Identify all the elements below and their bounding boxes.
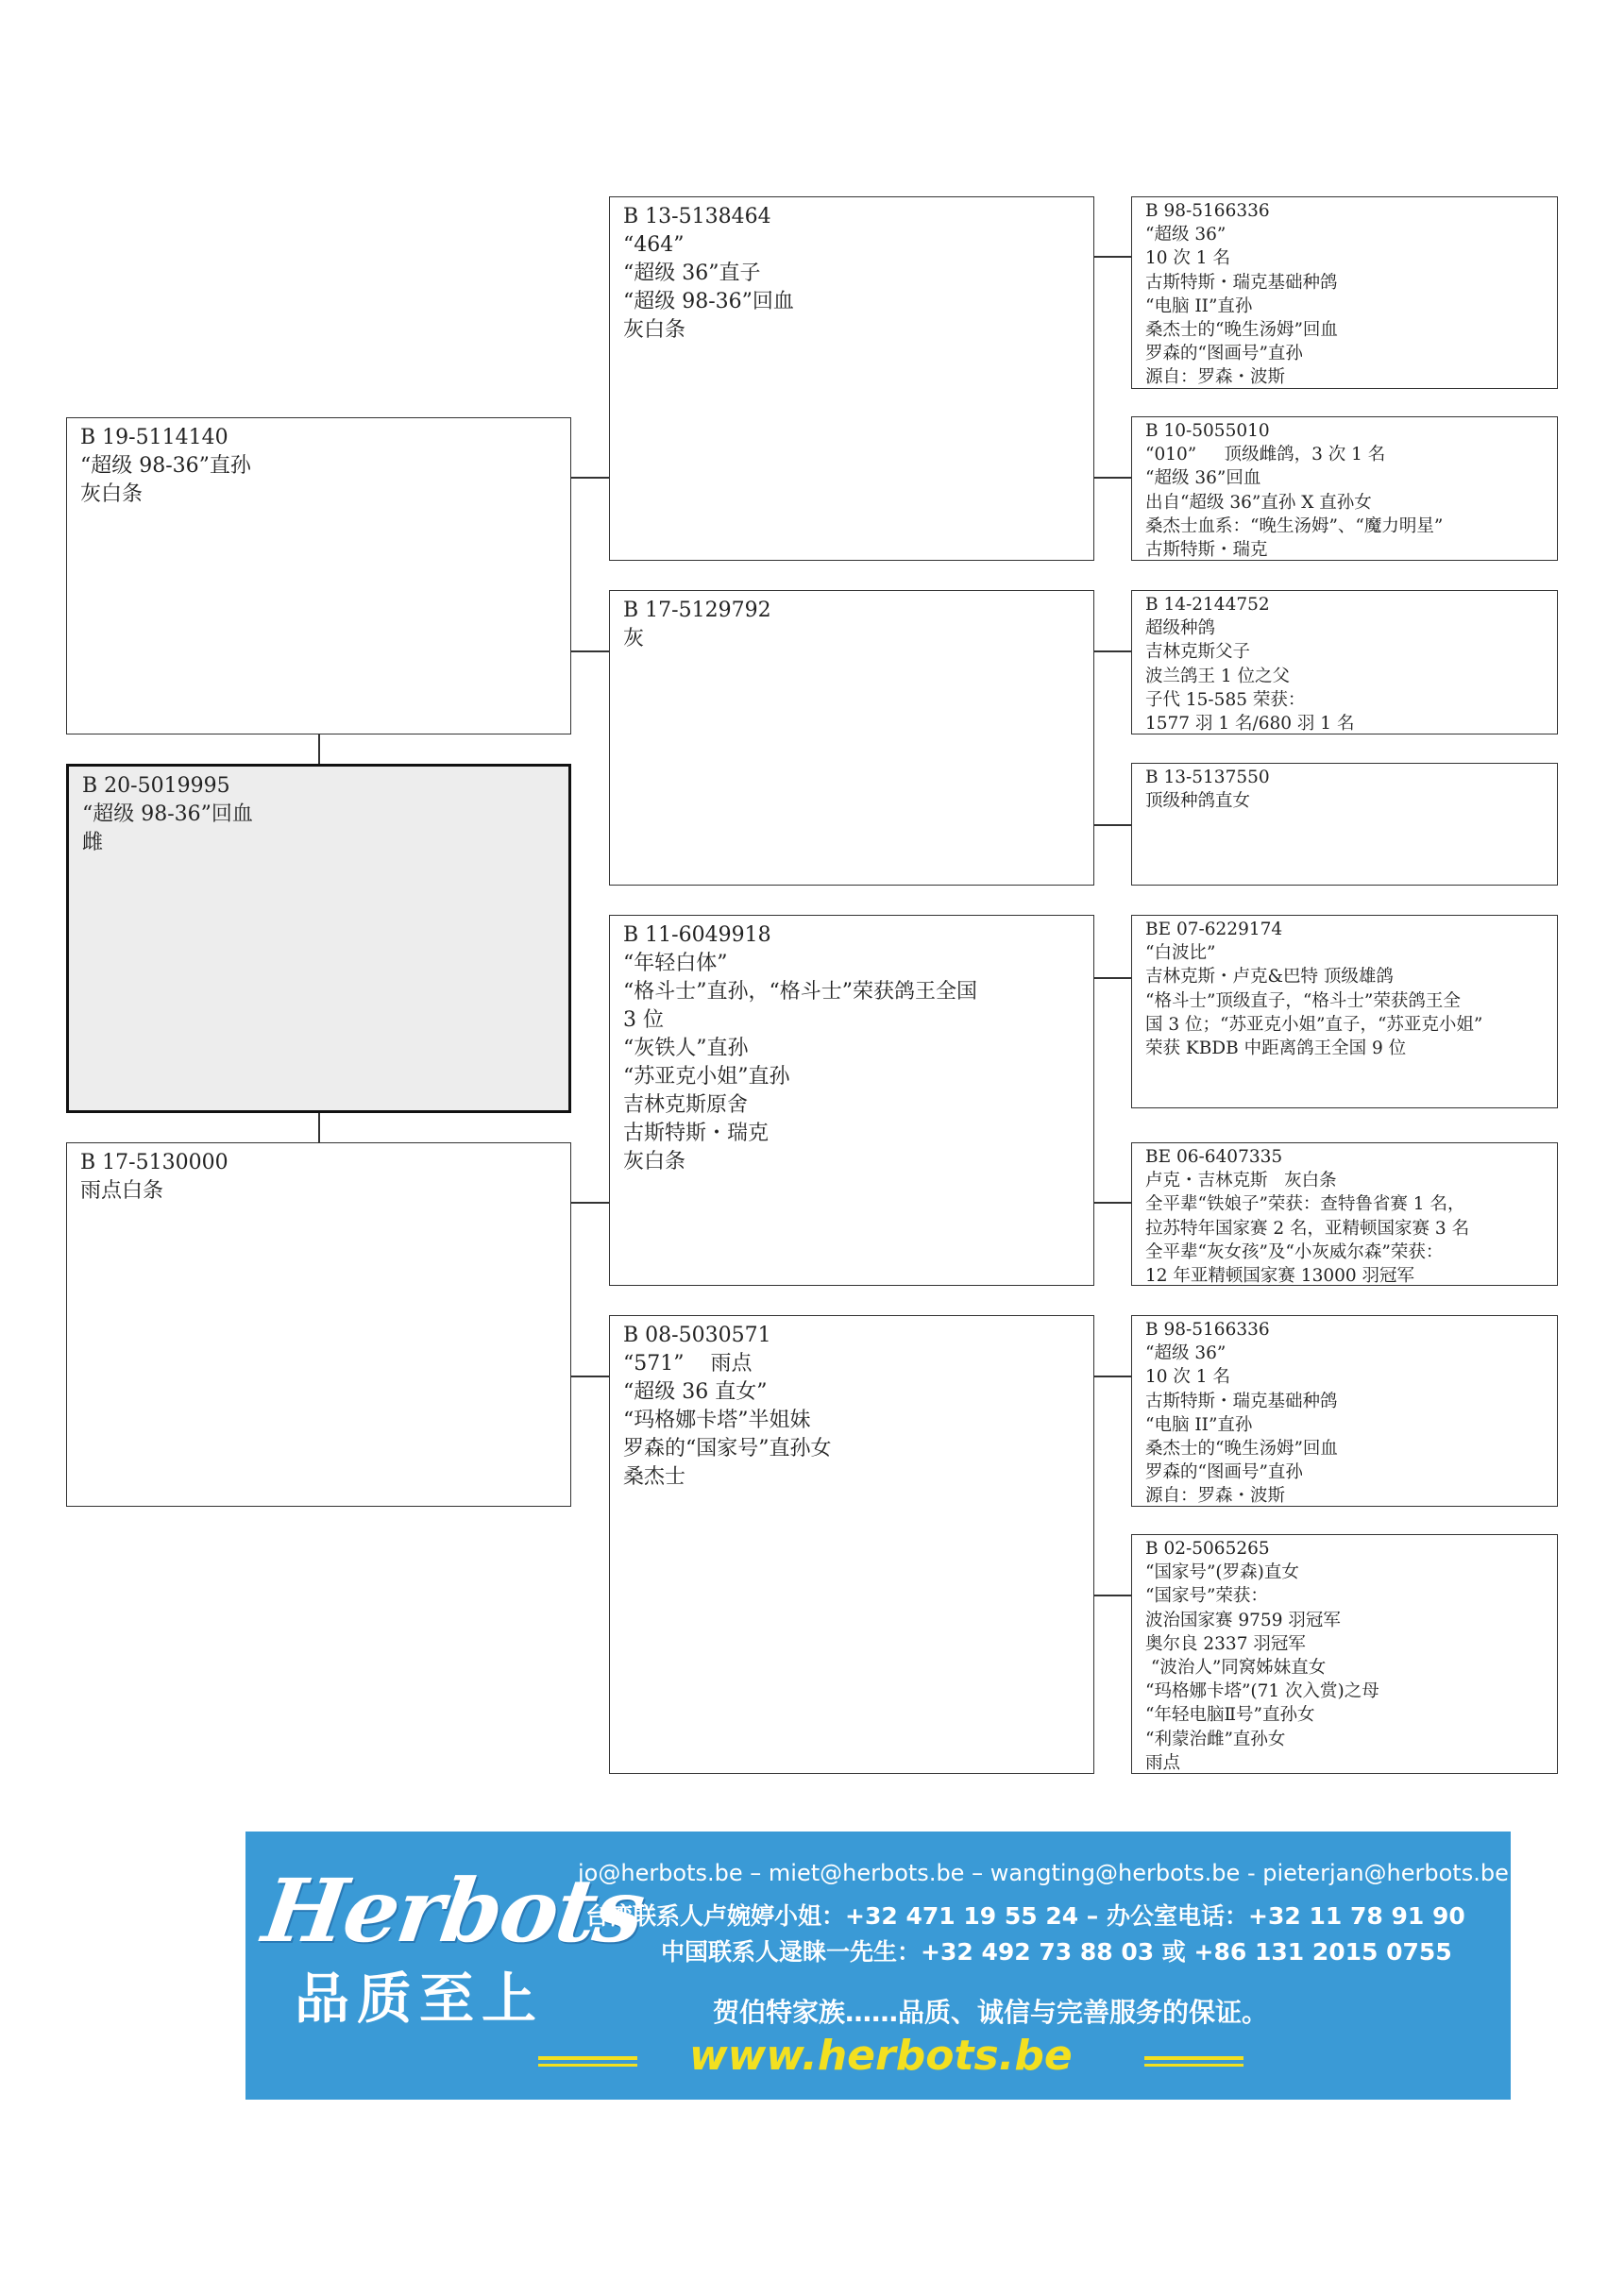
- gen3-line: 罗森的“图画号”直孙: [1145, 344, 1303, 364]
- gen3-line: 源自：罗森・波斯: [1145, 1486, 1286, 1507]
- gen3-box-7: [1131, 1315, 1558, 1507]
- gen2-box-4: [609, 1315, 1094, 1774]
- connector-line: [1094, 977, 1131, 979]
- gen3-line: 波治国家赛 9759 羽冠军: [1145, 1610, 1341, 1630]
- connector-line: [318, 734, 320, 764]
- gen2-line: 桑杰士: [623, 1465, 686, 1489]
- gen3-box-6: [1131, 1142, 1558, 1286]
- connector-line: [1094, 1595, 1131, 1596]
- gen2-line: 灰白条: [623, 1150, 686, 1173]
- subject-box: [66, 764, 571, 1113]
- connector-line: [571, 650, 609, 652]
- gen3-box-4: [1131, 763, 1558, 886]
- gen2-line: “464”: [623, 233, 685, 257]
- gen2-line: “苏亚克小姐”直孙: [623, 1065, 790, 1089]
- gen3-line: “波治人”同窝姊妹直女: [1145, 1658, 1327, 1679]
- gen3-ring: B 14-2144752: [1145, 595, 1270, 615]
- gen3-line: 罗森的“图画号”直孙: [1145, 1462, 1303, 1483]
- gen3-box-8: [1131, 1534, 1558, 1774]
- connector-line: [1094, 477, 1131, 479]
- gen2-line: 3 位: [623, 1008, 664, 1032]
- gen3-line: 荣获 KBDB 中距离鸽王全国 9 位: [1145, 1038, 1407, 1059]
- gen2-line: “超级 36 直女”: [623, 1380, 768, 1404]
- gen3-line: 桑杰士的“晚生汤姆”回血: [1145, 320, 1338, 341]
- gen3-ring: B 98-5166336: [1145, 1320, 1270, 1340]
- gen2-box-1: [609, 196, 1094, 561]
- dam-ring: B 17-5130000: [80, 1151, 228, 1174]
- gen2-line: “灰铁人”直孙: [623, 1037, 749, 1060]
- gen3-line: “电脑 II”直孙: [1145, 1414, 1253, 1435]
- gen2-ring: B 11-6049918: [623, 923, 771, 947]
- gen2-line: “571” 雨点: [623, 1352, 753, 1376]
- connector-line: [571, 477, 609, 479]
- banner-china-contact: 中国联系人逯睐一先生：+32 492 73 88 03 或 +86 131 2015 0755: [661, 1938, 1452, 1966]
- gen3-line: 拉苏特年国家赛 2 名，亚精顿国家赛 3 名: [1145, 1218, 1470, 1239]
- herbots-logo: Herbots: [257, 1860, 650, 1962]
- gen2-ring: B 17-5129792: [623, 599, 771, 622]
- gen2-line: “玛格娜卡塔”半姐妹: [623, 1409, 811, 1432]
- banner-tagline: 贺伯特家族……品质、诚信与完善服务的保证。: [713, 1997, 1269, 2028]
- gen3-line: 古斯特斯・瑞克: [1145, 540, 1268, 561]
- banner-decor-bar: [538, 2056, 637, 2060]
- gen3-line: 超级种鸽: [1145, 618, 1216, 639]
- gen2-ring: B 08-5030571: [623, 1324, 771, 1347]
- gen3-line: “超级 36”: [1145, 225, 1226, 245]
- sire-ring: B 19-5114140: [80, 426, 228, 449]
- gen3-line: 顶级种鸽直女: [1145, 791, 1251, 812]
- gen3-ring: BE 06-6407335: [1145, 1147, 1283, 1167]
- gen2-line: “年轻白体”: [623, 952, 728, 975]
- banner-emails: jo@herbots.be – miet@herbots.be – wangting@herbots.be - pieterjan@herbots.be: [578, 1860, 1509, 1886]
- subject-line: 雌: [82, 831, 104, 854]
- gen3-line: 波兰鸽王 1 位之父: [1145, 666, 1291, 686]
- gen3-line: 古斯特斯・瑞克基础种鸽: [1145, 1391, 1338, 1411]
- gen2-line: 灰: [623, 627, 645, 650]
- subject-line: “超级 98-36”回血: [82, 802, 253, 826]
- gen3-box-5: [1131, 915, 1558, 1108]
- gen3-line: 桑杰士的“晚生汤姆”回血: [1145, 1439, 1338, 1460]
- gen3-line: 源自：罗森・波斯: [1145, 367, 1286, 388]
- banner-decor-bar: [1144, 2056, 1243, 2060]
- gen2-ring: B 13-5138464: [623, 205, 771, 228]
- dam-box: [66, 1142, 571, 1507]
- banner-taiwan-contact: 台湾联系人卢婉婷小姐：+32 471 19 55 24 – 办公室电话：+32 11 78 91 90: [585, 1902, 1465, 1930]
- gen3-line: “电脑 II”直孙: [1145, 295, 1253, 316]
- gen3-ring: B 98-5166336: [1145, 201, 1270, 221]
- gen3-ring: B 02-5065265: [1145, 1539, 1270, 1559]
- gen3-ring: B 10-5055010: [1145, 421, 1270, 441]
- banner-website-link[interactable]: www.herbots.be: [689, 2032, 1073, 2080]
- gen3-box-1: [1131, 196, 1558, 389]
- gen3-ring: BE 07-6229174: [1145, 920, 1283, 939]
- gen2-line: 罗森的“国家号”直孙女: [623, 1437, 832, 1460]
- gen2-line: 吉林克斯原舍: [623, 1093, 749, 1117]
- gen2-box-3: [609, 915, 1094, 1286]
- gen3-box-2: [1131, 416, 1558, 561]
- connector-line: [1094, 1376, 1131, 1377]
- sire-box: [66, 417, 571, 734]
- gen3-line: 1577 羽 1 名/680 羽 1 名: [1145, 714, 1355, 734]
- gen3-line: 吉林克斯父子: [1145, 642, 1251, 663]
- gen3-line: “国家号”(罗森)直女: [1145, 1562, 1299, 1583]
- gen3-line: 10 次 1 名: [1145, 1367, 1230, 1388]
- gen3-line: “白波比”: [1145, 943, 1216, 964]
- gen3-box-3: [1131, 590, 1558, 734]
- gen3-line: 10 次 1 名: [1145, 248, 1230, 269]
- gen3-line: 子代 15-585 荣获：: [1145, 689, 1306, 710]
- gen3-ring: B 13-5137550: [1145, 768, 1270, 787]
- gen3-line: “年轻电脑Ⅱ号”直孙女: [1145, 1705, 1315, 1726]
- gen2-line: “超级 98-36”回血: [623, 290, 794, 313]
- gen3-line: “玛格娜卡塔”(71 次入赏)之母: [1145, 1681, 1379, 1702]
- gen3-line: 桑杰士血系：“晚生汤姆”、“魔力明星”: [1145, 515, 1444, 536]
- gen3-line: 全平辈“灰女孩”及“小灰威尔森”荣获：: [1145, 1241, 1444, 1262]
- gen3-line: “格斗士”顶级直子，“格斗士”荣获鸽王全: [1145, 990, 1461, 1011]
- gen3-line: “超级 36”: [1145, 1343, 1226, 1364]
- gen3-line: 雨点: [1145, 1752, 1181, 1773]
- gen3-line: 国 3 位；“苏亚克小姐”直子，“苏亚克小姐”: [1145, 1014, 1483, 1035]
- gen2-line: 古斯特斯・瑞克: [623, 1122, 770, 1145]
- gen3-line: 卢克・吉林克斯 灰白条: [1145, 1171, 1337, 1191]
- herbots-banner: [245, 1832, 1511, 2100]
- gen2-box-2: [609, 590, 1094, 886]
- gen2-line: “格斗士”直孙，“格斗士”荣获鸽王全国: [623, 980, 977, 1004]
- gen3-line: “利蒙治雌”直孙女: [1145, 1729, 1286, 1749]
- sire-line: 灰白条: [80, 482, 144, 506]
- gen3-line: 出自“超级 36”直孙 X 直孙女: [1145, 492, 1372, 513]
- gen3-line: 奥尔良 2337 羽冠军: [1145, 1633, 1306, 1654]
- connector-line: [1094, 1202, 1131, 1204]
- connector-line: [1094, 824, 1131, 826]
- gen3-line: “国家号”荣获：: [1145, 1586, 1268, 1607]
- connector-line: [1094, 650, 1131, 652]
- gen2-line: “超级 36”直子: [623, 262, 761, 285]
- sire-line: “超级 98-36”直孙: [80, 454, 251, 478]
- connector-line: [571, 1376, 609, 1377]
- connector-line: [1094, 256, 1131, 258]
- connector-line: [571, 1202, 609, 1204]
- connector-line: [318, 1113, 320, 1142]
- gen3-line: 吉林克斯・卢克&巴特 顶级雄鸽: [1145, 967, 1394, 988]
- gen3-line: 全平辈“铁娘子”荣获：查特鲁省赛 1 名，: [1145, 1194, 1465, 1215]
- gen3-line: 古斯特斯・瑞克基础种鸽: [1145, 272, 1338, 293]
- dam-line: 雨点白条: [80, 1179, 164, 1203]
- subject-ring: B 20-5019995: [82, 774, 230, 798]
- gen3-line: “010” 顶级雌鸽，3 次 1 名: [1145, 445, 1386, 465]
- gen3-line: 12 年亚精顿国家赛 13000 羽冠军: [1145, 1266, 1415, 1287]
- banner-slogan: 品质至上: [295, 1967, 545, 2031]
- gen3-line: “超级 36”回血: [1145, 468, 1261, 489]
- gen2-line: 灰白条: [623, 318, 686, 342]
